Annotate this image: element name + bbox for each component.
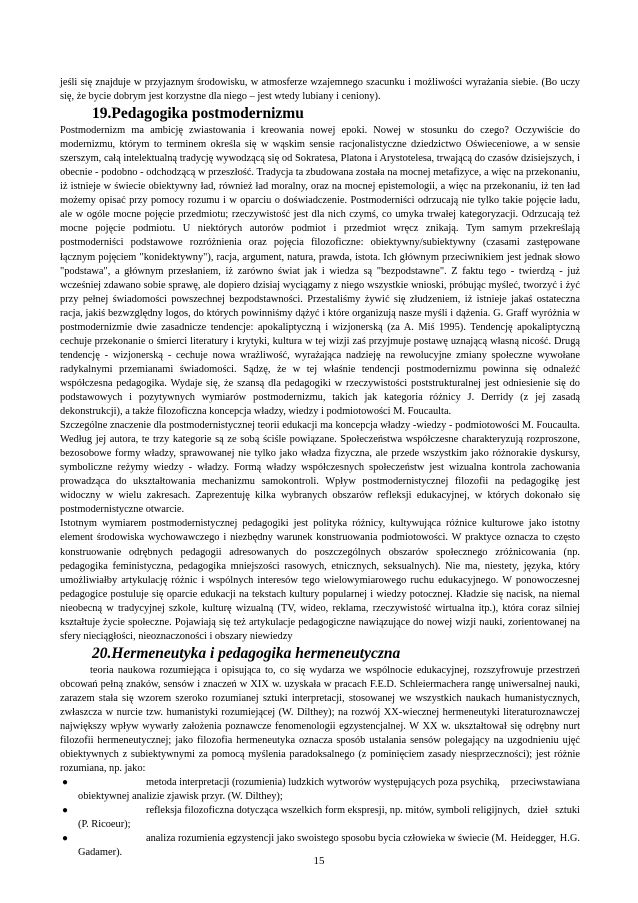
list-item-continuation: dzieł sztuki (P. Ricoeur); — [78, 805, 580, 831]
section-19-paragraph-1: Postmodernizm ma ambicję zwiastowania i kreowania nowej epoki. Nowej w stosunku do czego? Oczywiście do modernizmu, którym to terminem określa się w wąskim sensie racjonalistyczne dziedzictwo Oświeceniowe, a w sensie szerszym, całą intelektualną tradycję wywodzącą się od Sokratesa, Platona i Arystotelesa, trwającą do czasów dzisiejszych, i obecnie - podobno - odchodzącą w przeszłość. Tradycja ta zbudowana została na mocnej metafizyce, a więc na przekonaniu, iż istnieje w świecie obiektywny ład, również ład moralny, oraz na mocnej epistemologii, a więc na przekonaniu, iż ten ład możemy opisać przy pomocy rozumu i w oparciu o doświadczenie. Postmoderniści odrzucają nie tylko takie pojęcie ładu, ale w ogóle mocne pojęcie przedmiotu; rzeczywistość jest dla nich czymś, co umyka trwałej kategoryzacji. Odrzucają też mocne pojęcie podmiotu. U niektórych autorów podmiot i przedmiot wręcz znikają. Tym samym przekreślają postmoderniści podstawowe rozróżnienia oraz pojęcia filozoficzne: obiektywny/subiektywny (czasami zastępowane łącznym pojęciem "konidektywny"), racja, argument, natura, prawda, istota. Ich głównym przeciwnikiem jest jednak słowo "podstawa", a głównym przesłaniem, iż zarówno świat jak i wiedza są "bezpodstawne". Z faktu tego - twierdzą - już wcześniej zdawano sobie sprawę, ale dopiero dzisiaj wyciągamy z niego wszystkie wnioski, próbując myśleć, tworzyć i żyć przy pełnej świadomości powszechnej bezpodstawności. Przestaliśmy żywić się złudzeniem, iż istnieje jakaś ostateczna racja, jakiś bezwzględny logos, do których powinniśmy dążyć i które organizują nasze myśli i dążenia. G. Graff wyróżnia w postmodernizmie dwie zasadnicze tendencje: apokaliptyczną i wizjonerską (za A. Miś 1995). Tendencję apokaliptyczną cechuje przekonanie o śmierci literatury i krytyki, kultura w tej wizji zaś przyjmuje postawę uznającą własną nicość. Drugą tendencję - wizjonerską - cechuje nowa wrażliwość, wyrażająca nadzieję na rewolucyjne zmiany społeczne wywołane radykalnymi przemianami świadomości. Sądzę, że w tej właśnie tendencji postmodernizmu powinna się odnaleźć współczesna pedagogika. Wydaje się, że szansą dla pedagogiki w rzeczywistości poststrukturalnej jest odniesienie się do podstawowych i pozytywnych wymiarów postmodernizmu, takich jak kategoria różnicy J. Derridy (z jej zasadą dekonstrukcji), a także filozoficzna koncepcja władzy, wiedzy i podmiotowości M. Foucaulta. — [60, 125, 580, 418]
section-19-paragraph-3: Istotnym wymiarem postmodernistycznej pedagogiki jest polityka różnicy, kultywująca różnice kulturowe jako istotny element środowiska wychowawczego i niezbędny warunek konstruowania podmiotowości. W praktyce oznacza to często konstruowanie odrębnych pedagogii adresowanych do poszczególnych obszarów społecznego zróżnicowania (np. pedagogika feministyczna, pedagogika mniejszości rasowych, etnicznych, seksualnych). Nie ma, niestety, języka, który umożliwiałby artykulację różnic i wspólnych interesów tego wielowymiarowego ruchu edukacyjnego. W ponowoczesnej pedagogice postuluje się oparcie edukacji na tekstach kultury popularnej i wiedzy potocznej. Kładzie się nacisk, na niemal nieobecną w tradycyjnej szkole, kulturę wizualną (TV, wideo, reklama, rzeczywistość wirtualna itp.), która coraz silniej kształtuje życie społeczne. Pojawiają się też artykulacje pedagogiczne nawiązujące do nowej wizji nauki, zorientowanej na sfery nieciągłości, nieoznaczoności i obszary niewiedzy — [60, 518, 580, 642]
list-item-continuation: przeciwstawiana obiektywnej analizie zjawisk przyr. (W. Dilthey); — [78, 777, 580, 803]
list-item-text: analiza rozumienia egzystencji jako swoistego sposobu bycia człowieka w świecie (M. — [146, 833, 507, 845]
section-19-heading: 19.Pedagogika postmodernizmu — [92, 105, 304, 123]
bullet-icon: ● — [62, 833, 69, 845]
list-item — [60, 804, 580, 832]
section-20-paragraph-1: teoria naukowa rozumiejąca i opisująca to, co się wydarza we wspólnocie edukacyjnej, rozszyfrowuje przestrzeń obcowań pełną znaków, sensów i znaczeń w XIX w. uzyskała w pracach F.E.D. Schleiermachera rangę uniwersalnej nauki, zarazem stała się wzorem szeroko rozumianej sztuki interpretacji, stosowanej we wszystkich naukach humanistycznych, zwłaszcza w nurcie tzw. humanistyki rozumiejącej (W. Dilthey); na rozwój XX-wiecznej hermeneutyki literaturoznawczej największy wpływ wywarły założenia poznawcze fenomenologii egzystencjalnej. W XX w. ukształtował się odrębny nurt filozofii hermeneutycznej; jako filozofia hermeneutyka oznacza sposób ustalania sensów polegający na uzgodnieniu ujęć obiektywnych z subiektywnymi za pomocą myślenia paradoksalnego (z pominięciem zasady niesprzeczności); jest różnie rozumiana, np. jako: — [60, 664, 580, 775]
bullet-icon: ● — [62, 805, 69, 817]
list-item-text: refleksja filozoficzna dotycząca wszelkich form ekspresji, np. mitów, symboli religijnych, — [146, 805, 521, 817]
list-item — [60, 776, 580, 804]
document-page — [60, 76, 580, 860]
list-item-text: metoda interpretacji (rozumienia) ludzkich wytworów występujących poza psychiką, — [146, 777, 500, 789]
section-19-paragraph-2: Szczególne znaczenie dla postmodernistycznej teorii edukacji ma koncepcja władzy -wiedzy - podmiotowości M. Foucaulta. Według jej autora, te trzy kategorie są ze sobą ściśle powiązane. Społeczeństwa współczesne charakteryzują rozproszone, bezosobowe formy władzy, sprawowanej nie tylko jako władza fizyczna, ale przede wszystkim jako różnorakie dyskursy, symboliczne reżymy wiedzy - władzy. Formą władzy współczesnych społeczeństw jest wizualna kontrola zachowania prowadząca do ukształtowania mechanizmu samokontroli. Wpływ postmodernistycznej filozofii na pedagogikę jest widoczny w wielu zakresach. Zaprezentuję kilka wybranych obszarów refleksji edukacyjnej, w których dokonało się postmodernistyczne otwarcie. — [60, 420, 580, 516]
bullet-icon: ● — [62, 777, 69, 789]
section-20-heading: 20.Hermeneutyka i pedagogika hermeneutyczna — [92, 644, 401, 662]
intro-paragraph: jeśli się znajduje w przyjaznym środowisku, w atmosferze wzajemnego szacunku i możliwości wyrażania siebie. (Bo uczy się, że bycie dobrym jest korzystne dla niego – jest wtedy lubiany i ceniony). — [60, 77, 580, 103]
page-number: 15 — [313, 855, 325, 867]
definition-list — [60, 776, 580, 860]
list-item-continuation: Heidegger, H.G. Gadamer). — [78, 833, 580, 859]
